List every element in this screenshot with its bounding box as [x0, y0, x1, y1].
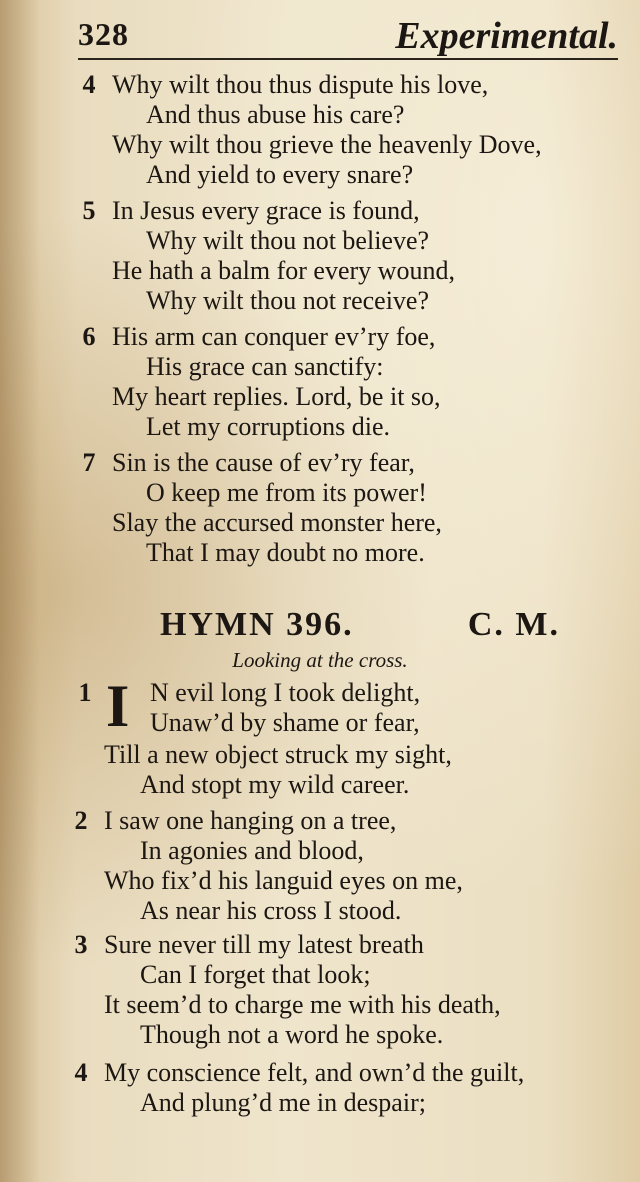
- verse-line: And plung’d me in despair;: [140, 1088, 426, 1117]
- verse-line: Sure never till my latest breath: [104, 930, 424, 959]
- verse-number: 4: [74, 1058, 88, 1087]
- verse-line: Why wilt thou thus dispute his love,: [112, 70, 489, 99]
- verse-line: My heart replies. Lord, be it so,: [112, 382, 441, 411]
- verse-line: As near his cross I stood.: [140, 896, 402, 925]
- hymn-subtitle: Looking at the cross.: [232, 648, 408, 672]
- verse-line: Why wilt thou not receive?: [146, 286, 430, 315]
- verse-line: And yield to every snare?: [146, 160, 414, 189]
- verse-number: 4: [82, 70, 96, 99]
- verse-number: 1: [78, 678, 92, 707]
- verse-line: Who fix’d his languid eyes on me,: [104, 866, 463, 895]
- running-head: [78, 14, 618, 60]
- verse-number: 3: [74, 930, 88, 959]
- verse-line: Sin is the cause of ev’ry fear,: [112, 448, 415, 477]
- hymn-number: HYMN 396.: [160, 606, 354, 643]
- verse-line: Can I forget that look;: [140, 960, 371, 989]
- verse-line: Unaw’d by shame or fear,: [150, 708, 420, 737]
- verse-line: His grace can sanctify:: [146, 352, 384, 381]
- verse-line: His arm can conquer ev’ry foe,: [112, 322, 436, 351]
- verse-line: N evil long I took delight,: [150, 678, 421, 707]
- running-title: Experimental.: [395, 15, 618, 57]
- verse-number: 2: [74, 806, 88, 835]
- verse-number: 6: [82, 322, 96, 351]
- verse-line: That I may doubt no more.: [146, 538, 425, 567]
- verse-number: 7: [82, 448, 96, 477]
- verse-line: He hath a balm for every wound,: [112, 256, 455, 285]
- verse-line: In Jesus every grace is found,: [112, 196, 420, 225]
- drop-cap: I: [106, 673, 130, 739]
- verse-line: I saw one hanging on a tree,: [104, 806, 397, 835]
- verse-line: Let my corruptions die.: [146, 412, 391, 441]
- page-edge-shadow: [0, 0, 40, 1182]
- verse-line: In agonies and blood,: [140, 836, 364, 865]
- verse-line: My conscience felt, and own’d the guilt,: [104, 1058, 525, 1087]
- verse-line: Slay the accursed monster here,: [112, 508, 442, 537]
- verse-line: Why wilt thou not believe?: [146, 226, 430, 255]
- page-number: 328: [78, 16, 129, 52]
- verse-line: O keep me from its power!: [146, 478, 427, 507]
- verse-number: 5: [82, 196, 96, 225]
- verse-line: Though not a word he spoke.: [140, 1020, 444, 1049]
- verse-line: And stopt my wild career.: [140, 770, 410, 799]
- hymn-heading: [160, 606, 560, 652]
- verse-line: Till a new object struck my sight,: [104, 740, 452, 769]
- hymn-meter: C. M.: [467, 606, 560, 643]
- verse-line: It seem’d to charge me with his death,: [104, 990, 501, 1019]
- verse-line: And thus abuse his care?: [146, 100, 405, 129]
- verse-line: Why wilt thou grieve the heavenly Dove,: [112, 130, 542, 159]
